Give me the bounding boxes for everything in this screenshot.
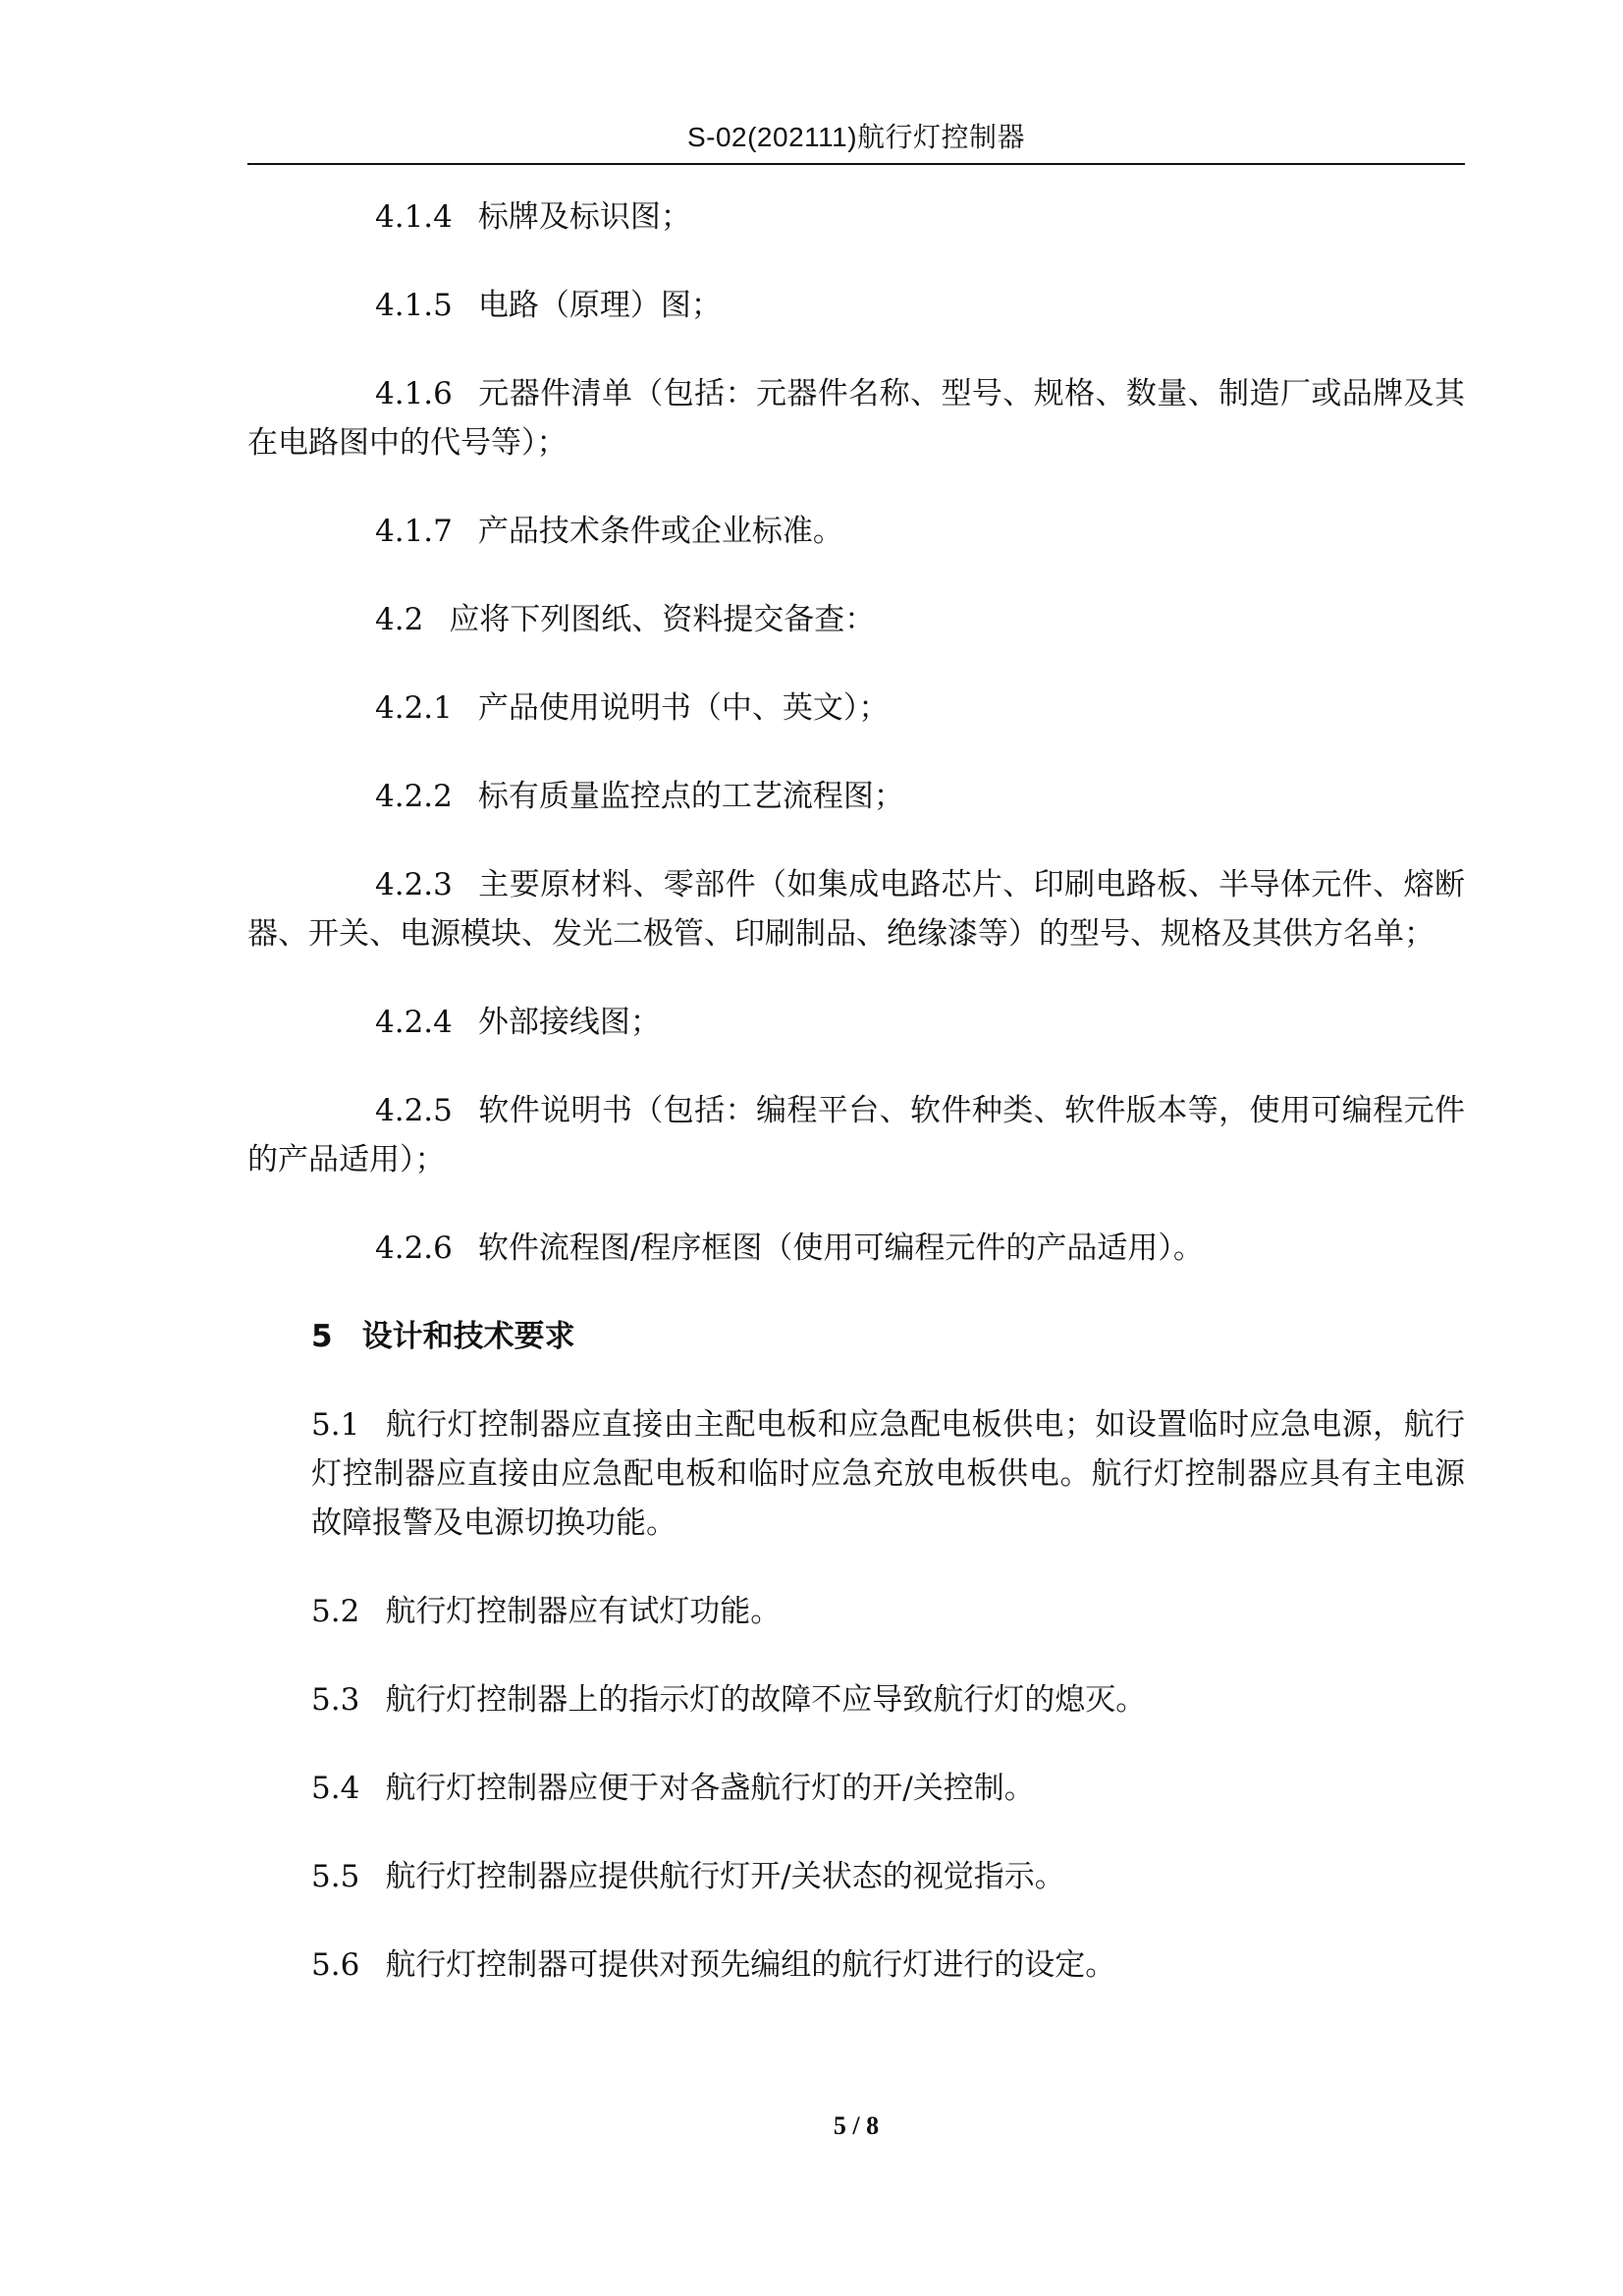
paragraph-number: 5.1 [311,1407,360,1443]
paragraph-text: 标牌及标识图； [477,199,691,235]
paragraph-number: 4.1.7 [375,514,453,549]
paragraph-number: 4.2.4 [375,1005,453,1040]
paragraph-text: 航行灯控制器可提供对预先编组的航行灯进行的设定。 [385,1947,1116,1983]
paragraph-number: 5.2 [311,1594,360,1629]
paragraph-4-2-1 [247,683,1465,733]
document-body [247,192,1465,1990]
paragraph-number: 4.2.6 [375,1230,453,1266]
paragraph-text: 软件说明书（包括：编程平台、软件种类、软件版本等，使用可编程元件的产品适用）； [247,1093,1465,1177]
paragraph-number: 4.1.5 [375,288,453,323]
paragraph-4-2 [247,595,1465,644]
paragraph-number: 5.6 [311,1947,360,1983]
page-number: 5 / 8 [833,2111,880,2140]
paragraph-4-1-4 [247,192,1465,242]
paragraph-text: 航行灯控制器应便于对各盏航行灯的开/关控制。 [385,1771,1035,1806]
page-header-title: S-02(202111)航行灯控制器 [686,122,1026,152]
section-heading-5 [247,1312,1465,1361]
paragraph-5-1 [247,1400,1465,1548]
paragraph-4-1-6 [247,369,1465,467]
paragraph-number: 4.2.3 [375,867,453,902]
paragraph-text: 应将下列图纸、资料提交备查： [449,602,876,637]
paragraph-4-2-3 [247,860,1465,958]
paragraph-number: 4.2.1 [375,690,453,726]
paragraph-4-2-2 [247,772,1465,821]
paragraph-number: 5.4 [311,1771,360,1806]
section-title: 设计和技术要求 [361,1319,575,1354]
paragraph-number: 5.3 [311,1682,360,1718]
paragraph-4-2-6 [247,1224,1465,1273]
paragraph-text: 航行灯控制器上的指示灯的故障不应导致航行灯的熄灭。 [385,1682,1147,1718]
paragraph-number: 4.2 [375,602,424,637]
paragraph-text: 元器件清单（包括：元器件名称、型号、规格、数量、制造厂或品牌及其在电路图中的代号等）； [247,376,1465,461]
section-number: 5 [311,1319,333,1354]
paragraph-text: 软件流程图/程序框图（使用可编程元件的产品适用）。 [477,1230,1204,1266]
paragraph-text: 航行灯控制器应有试灯功能。 [385,1594,782,1629]
paragraph-number: 4.2.5 [375,1093,453,1128]
paragraph-text: 产品技术条件或企业标准。 [477,514,843,549]
paragraph-number: 4.1.4 [375,199,453,235]
paragraph-text: 航行灯控制器应提供航行灯开/关状态的视觉指示。 [385,1859,1065,1894]
header-rule [247,163,1465,165]
paragraph-number: 4.2.2 [375,779,453,814]
paragraph-text: 标有质量监控点的工艺流程图； [477,779,904,814]
paragraph-text: 电路（原理）图； [477,288,722,323]
paragraph-number: 5.5 [311,1859,360,1894]
paragraph-5-3 [247,1675,1465,1724]
paragraph-4-2-5 [247,1086,1465,1184]
paragraph-text: 产品使用说明书（中、英文）； [477,690,890,726]
paragraph-4-1-5 [247,281,1465,330]
paragraph-4-2-4 [247,998,1465,1047]
paragraph-text: 外部接线图； [477,1005,661,1040]
paragraph-4-1-7 [247,507,1465,556]
paragraph-5-6 [247,1941,1465,1990]
paragraph-5-2 [247,1587,1465,1636]
paragraph-text: 航行灯控制器应直接由主配电板和应急配电板供电；如设置临时应急电源，航行灯控制器应直接由应急配电板和临时应急充放电板供电。航行灯控制器应具有主电源故障报警及电源切换功能。 [311,1407,1465,1541]
paragraph-5-4 [247,1764,1465,1813]
paragraph-number: 4.1.6 [375,376,453,411]
paragraph-5-5 [247,1852,1465,1901]
paragraph-text: 主要原材料、零部件（如集成电路芯片、印刷电路板、半导体元件、熔断器、开关、电源模块、发光二极管、印刷制品、绝缘漆等）的型号、规格及其供方名单； [247,867,1465,952]
